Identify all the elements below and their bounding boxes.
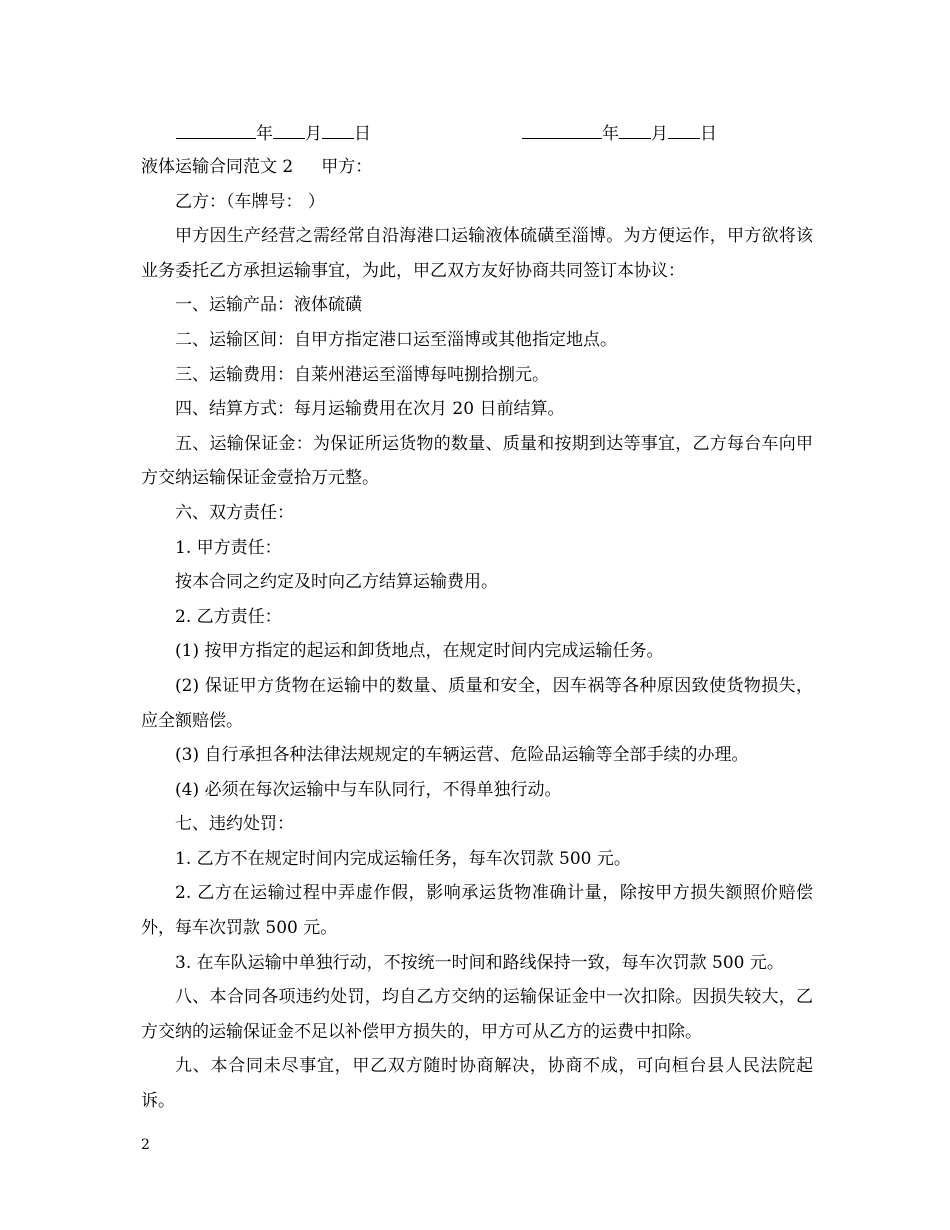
clause-7-heading: 七、违约处罚：: [175, 814, 294, 835]
clause-6-1-heading: 1. 甲方责任：: [175, 537, 282, 558]
clause-2: 二、运输区间：自甲方指定港口运至淄博或其他指定地点。: [175, 329, 617, 350]
day-label: 日: [354, 124, 371, 144]
day-blank: [668, 120, 700, 139]
date-row: [176, 120, 816, 144]
month-label: 月: [305, 124, 322, 144]
clause-6-2-item-1: (1) 按甲方指定的起运和卸货地点，在规定时间内完成运输任务。: [175, 641, 664, 662]
year-blank: [176, 120, 256, 139]
party-b-line: 乙方：（车牌号： ）: [175, 191, 325, 212]
clause-6-1-text: 按本合同之约定及时向乙方结算运输费用。: [175, 572, 498, 593]
clause-3: 三、运输费用：自莱州港运至淄博每吨捌拾捌元。: [175, 364, 549, 385]
document-body: [141, 150, 813, 1119]
clause-4: 四、结算方式：每月运输费用在次月 20 日前结算。: [175, 399, 565, 420]
year-blank: [522, 120, 602, 139]
clause-6-2-item-3: (3) 自行承担各种法律法规规定的车辆运营、危险品运输等全部手续的办理。: [175, 745, 749, 766]
clause-7-item-1: 1. 乙方不在规定时间内完成运输任务，每车次罚款 500 元。: [175, 848, 631, 869]
month-blank: [619, 120, 651, 139]
clause-5: 五、运输保证金：为保证所运货物的数量、质量和按期到达等事宜，乙方每台车向甲方交纳运输保证金壹拾万元整。: [141, 433, 813, 489]
clause-9: 九、本合同未尽事宜，甲乙双方随时协商解决，协商不成，可向桓台县人民法院起诉。: [141, 1056, 813, 1112]
clause-1: 一、运输产品：液体硫磺: [175, 295, 362, 316]
clause-6-2-item-4: (4) 必须在每次运输中与车队同行，不得单独行动。: [175, 779, 562, 800]
month-label: 月: [651, 124, 668, 144]
clause-6-heading: 六、双方责任：: [175, 502, 294, 523]
clause-6-2-item-2: (2) 保证甲方货物在运输中的数量、质量和安全，因车祸等各种原因致使货物损失，应全额赔偿。: [141, 675, 813, 731]
day-blank: [322, 120, 354, 139]
clause-7-item-2: 2. 乙方在运输过程中弄虚作假，影响承运货物准确计量，除按甲方损失额照价赔偿外，每车次罚款 500 元。: [141, 883, 813, 939]
clause-8: 八、本合同各项违约处罚，均自乙方交纳的运输保证金中一次扣除。因损失较大，乙方交纳的运输保证金不足以补偿甲方损失的，甲方可从乙方的运费中扣除。: [141, 987, 813, 1042]
year-label: 年: [602, 124, 619, 144]
day-label: 日: [700, 124, 717, 144]
document-title: 液体运输合同范文 2: [141, 157, 294, 177]
clause-6-2-heading: 2. 乙方责任：: [175, 606, 282, 627]
month-blank: [273, 120, 305, 139]
paragraph-intro: 甲方因生产经营之需经常自沿海港口运输液体硫磺至淄博。为方便运作，甲方欲将该业务委托乙方承担运输事宜，为此，甲乙双方友好协商共同签订本协议：: [141, 226, 813, 281]
date-field-right: [522, 120, 717, 146]
year-label: 年: [256, 124, 273, 144]
clause-7-item-3: 3. 在车队运输中单独行动，不按统一时间和路线保持一致，每车次罚款 500 元。: [175, 952, 784, 973]
date-field-left: [176, 120, 371, 146]
page-number: 2: [141, 1137, 150, 1153]
party-a-label: 甲方：: [321, 157, 373, 177]
title-line: [141, 150, 813, 185]
